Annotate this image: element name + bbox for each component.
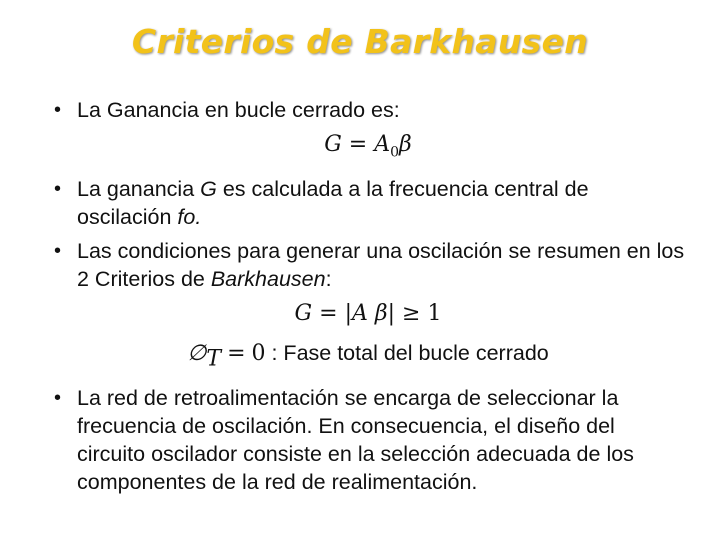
bullet-text-emphasis-2: fo.	[177, 205, 202, 230]
eq-subscript: 0	[390, 144, 400, 161]
bullet-text-post: es calculada a la frecuencia central de oscilación	[77, 177, 589, 230]
bullet-icon: •	[54, 386, 62, 409]
slide-body	[48, 96, 688, 502]
bullet-text-post: :	[325, 267, 332, 292]
bullet-item-1	[48, 96, 688, 124]
bullet-text-pre: Las condiciones para generar una oscilación se resumen en los 2 Criterios de	[77, 239, 685, 292]
equation-closed-loop-gain	[48, 130, 688, 167]
phase-subscript: T	[206, 346, 222, 372]
bullet-text: La Ganancia en bucle cerrado es:	[77, 98, 400, 122]
bullet-icon: •	[54, 178, 62, 201]
bullet-text-emphasis: Barkhausen	[210, 267, 326, 292]
eq-amplifier-gain: A	[374, 132, 391, 157]
eq-threshold: 1	[427, 301, 442, 327]
equation-gain-criterion	[48, 299, 688, 329]
slide-title: Criterios de Barkhausen	[131, 22, 589, 61]
eq-comparator: ≥	[402, 301, 421, 327]
eq-operator: =	[319, 301, 338, 327]
bullet-item-4	[48, 384, 688, 496]
phase-symbol: ∅	[187, 341, 207, 367]
bullet-text-emphasis: G	[200, 177, 217, 202]
eq-value: 0	[251, 341, 266, 367]
eq-operator: =	[227, 341, 246, 367]
bullet-icon: •	[54, 99, 62, 121]
bullet-text: La red de retroalimentación se encarga de seleccionar la frecuencia de oscilación. En consecuencia, el diseño del circuito oscilador consiste en la selección adecuada de los componentes de la red de realimentación.	[77, 385, 634, 494]
bullet-icon: •	[54, 240, 62, 263]
eq-beta: β	[399, 132, 412, 157]
eq-lhs: G	[294, 301, 313, 327]
bullet-item-3	[48, 237, 688, 293]
eq-lhs: G	[324, 132, 342, 157]
bullet-text-pre: La ganancia	[77, 177, 201, 202]
eq-abs-value: |A β|	[344, 301, 395, 327]
phase-description: : Fase total del bucle cerrado	[271, 341, 549, 366]
eq-operator: =	[348, 132, 368, 157]
bullet-item-2	[48, 175, 688, 231]
equation-phase-criterion	[48, 337, 688, 375]
